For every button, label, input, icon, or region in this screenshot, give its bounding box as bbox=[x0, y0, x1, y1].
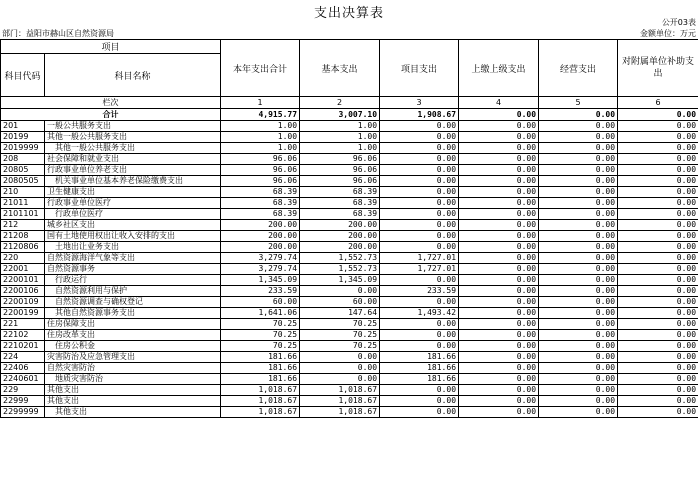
subject-name-cell: 城乡社区支出 bbox=[45, 220, 221, 231]
table-body bbox=[1, 97, 698, 418]
table-row bbox=[1, 363, 698, 374]
amount-cell: 181.66 bbox=[380, 374, 459, 385]
amount-cell: 0.00 bbox=[539, 165, 618, 176]
subject-code-cell: 229 bbox=[1, 385, 45, 396]
header-col-2: 基本支出 bbox=[300, 40, 380, 97]
total-value: 1,908.67 bbox=[380, 109, 459, 121]
amount-cell: 1,345.09 bbox=[300, 275, 380, 286]
amount-cell: 0.00 bbox=[300, 352, 380, 363]
table-row bbox=[1, 242, 698, 253]
amount-cell: 0.00 bbox=[459, 407, 539, 418]
amount-cell: 70.25 bbox=[221, 319, 300, 330]
subject-code-cell: 21011 bbox=[1, 198, 45, 209]
subject-code-cell: 2200101 bbox=[1, 275, 45, 286]
amount-cell: 0.00 bbox=[380, 275, 459, 286]
amount-cell: 0.00 bbox=[380, 330, 459, 341]
subject-name-cell: 其他支出 bbox=[45, 407, 221, 418]
amount-cell: 0.00 bbox=[539, 297, 618, 308]
subject-code-cell: 221 bbox=[1, 319, 45, 330]
amount-cell: 0.00 bbox=[618, 121, 698, 132]
total-value: 0.00 bbox=[459, 109, 539, 121]
amount-cell: 0.00 bbox=[618, 352, 698, 363]
header-col-3: 项目支出 bbox=[380, 40, 459, 97]
total-value: 0.00 bbox=[539, 109, 618, 121]
table-row bbox=[1, 374, 698, 385]
amount-cell: 0.00 bbox=[618, 319, 698, 330]
table-row bbox=[1, 396, 698, 407]
amount-cell: 1,018.67 bbox=[221, 396, 300, 407]
table-row bbox=[1, 165, 698, 176]
lanci-number: 1 bbox=[221, 97, 300, 109]
total-row bbox=[1, 109, 698, 121]
total-value: 4,915.77 bbox=[221, 109, 300, 121]
header-col-4: 上缴上级支出 bbox=[459, 40, 539, 97]
amount-cell: 0.00 bbox=[380, 319, 459, 330]
subject-name-cell: 自然资源利用与保护 bbox=[45, 286, 221, 297]
amount-cell: 0.00 bbox=[459, 319, 539, 330]
subject-code-cell: 2120806 bbox=[1, 242, 45, 253]
amount-cell: 1.00 bbox=[300, 121, 380, 132]
amount-cell: 0.00 bbox=[539, 308, 618, 319]
subject-code-cell: 20805 bbox=[1, 165, 45, 176]
amount-cell: 96.06 bbox=[221, 176, 300, 187]
amount-cell: 70.25 bbox=[221, 341, 300, 352]
subject-name-cell: 住房改革支出 bbox=[45, 330, 221, 341]
subject-name-cell: 行政事业单位医疗 bbox=[45, 198, 221, 209]
amount-cell: 0.00 bbox=[618, 374, 698, 385]
amount-cell: 0.00 bbox=[459, 385, 539, 396]
amount-cell: 96.06 bbox=[221, 154, 300, 165]
amount-cell: 0.00 bbox=[459, 187, 539, 198]
total-value: 3,007.10 bbox=[300, 109, 380, 121]
table-row bbox=[1, 253, 698, 264]
table-row bbox=[1, 154, 698, 165]
amount-cell: 0.00 bbox=[618, 308, 698, 319]
amount-cell: 0.00 bbox=[459, 275, 539, 286]
amount-cell: 0.00 bbox=[618, 363, 698, 374]
table-row bbox=[1, 187, 698, 198]
amount-cell: 1.00 bbox=[300, 143, 380, 154]
table-row bbox=[1, 132, 698, 143]
amount-cell: 0.00 bbox=[618, 220, 698, 231]
header-project: 项目 bbox=[1, 40, 221, 54]
subject-name-cell: 一般公共服务支出 bbox=[45, 121, 221, 132]
amount-cell: 1,018.67 bbox=[221, 407, 300, 418]
subject-name-cell: 住房公积金 bbox=[45, 341, 221, 352]
amount-cell: 1,727.01 bbox=[380, 264, 459, 275]
amount-cell: 0.00 bbox=[380, 242, 459, 253]
subject-name-cell: 自然灾害防治 bbox=[45, 363, 221, 374]
amount-cell: 0.00 bbox=[459, 308, 539, 319]
report-title: 支出决算表 bbox=[313, 6, 384, 21]
amount-cell: 0.00 bbox=[459, 209, 539, 220]
table-row bbox=[1, 220, 698, 231]
subject-name-cell: 其他一般公共服务支出 bbox=[45, 132, 221, 143]
amount-cell: 0.00 bbox=[539, 154, 618, 165]
table-row bbox=[1, 297, 698, 308]
amount-cell: 0.00 bbox=[459, 121, 539, 132]
expenditure-table bbox=[0, 39, 698, 418]
amount-cell: 96.06 bbox=[300, 165, 380, 176]
amount-cell: 0.00 bbox=[539, 374, 618, 385]
subject-code-cell: 2101101 bbox=[1, 209, 45, 220]
table-row bbox=[1, 330, 698, 341]
table-row bbox=[1, 308, 698, 319]
amount-cell: 0.00 bbox=[459, 286, 539, 297]
amount-cell: 0.00 bbox=[380, 341, 459, 352]
amount-cell: 0.00 bbox=[459, 374, 539, 385]
lanci-number: 3 bbox=[380, 97, 459, 109]
amount-cell: 1,018.67 bbox=[300, 385, 380, 396]
amount-cell: 0.00 bbox=[618, 286, 698, 297]
header-col-1: 本年支出合计 bbox=[221, 40, 300, 97]
amount-cell: 0.00 bbox=[459, 330, 539, 341]
amount-cell: 68.39 bbox=[221, 209, 300, 220]
amount-cell: 181.66 bbox=[380, 352, 459, 363]
amount-cell: 0.00 bbox=[539, 385, 618, 396]
amount-cell: 1.00 bbox=[300, 132, 380, 143]
amount-cell: 0.00 bbox=[459, 198, 539, 209]
amount-cell: 0.00 bbox=[539, 286, 618, 297]
amount-cell: 0.00 bbox=[539, 396, 618, 407]
amount-cell: 0.00 bbox=[459, 220, 539, 231]
amount-cell: 0.00 bbox=[300, 363, 380, 374]
subject-name-cell: 其他支出 bbox=[45, 396, 221, 407]
amount-cell: 181.66 bbox=[221, 374, 300, 385]
amount-cell: 0.00 bbox=[459, 396, 539, 407]
amount-cell: 68.39 bbox=[300, 198, 380, 209]
amount-cell: 0.00 bbox=[618, 187, 698, 198]
amount-cell: 0.00 bbox=[618, 385, 698, 396]
table-row bbox=[1, 319, 698, 330]
department-label: 部门：益阳市赫山区自然资源局 bbox=[2, 29, 114, 38]
amount-cell: 1,493.42 bbox=[380, 308, 459, 319]
table-row bbox=[1, 209, 698, 220]
amount-cell: 0.00 bbox=[539, 143, 618, 154]
amount-cell: 0.00 bbox=[539, 198, 618, 209]
amount-cell: 0.00 bbox=[300, 286, 380, 297]
amount-cell: 3,279.74 bbox=[221, 264, 300, 275]
amount-cell: 0.00 bbox=[459, 253, 539, 264]
table-row bbox=[1, 286, 698, 297]
amount-cell: 0.00 bbox=[380, 132, 459, 143]
table-row bbox=[1, 275, 698, 286]
subject-name-cell: 灾害防治及应急管理支出 bbox=[45, 352, 221, 363]
table-row bbox=[1, 231, 698, 242]
amount-cell: 0.00 bbox=[380, 121, 459, 132]
amount-cell: 1,641.06 bbox=[221, 308, 300, 319]
amount-cell: 1,345.09 bbox=[221, 275, 300, 286]
total-value: 0.00 bbox=[618, 109, 698, 121]
subject-code-cell: 22001 bbox=[1, 264, 45, 275]
subject-code-cell: 2019999 bbox=[1, 143, 45, 154]
subject-code-cell: 2200199 bbox=[1, 308, 45, 319]
amount-cell: 0.00 bbox=[380, 143, 459, 154]
amount-cell: 233.59 bbox=[221, 286, 300, 297]
subject-name-cell: 其他自然资源事务支出 bbox=[45, 308, 221, 319]
subject-code-cell: 212 bbox=[1, 220, 45, 231]
table-row bbox=[1, 264, 698, 275]
amount-cell: 147.64 bbox=[300, 308, 380, 319]
subject-name-cell: 其他支出 bbox=[45, 385, 221, 396]
amount-cell: 0.00 bbox=[380, 407, 459, 418]
amount-cell: 0.00 bbox=[618, 154, 698, 165]
amount-cell: 1,552.73 bbox=[300, 264, 380, 275]
amount-cell: 68.39 bbox=[221, 198, 300, 209]
table-row bbox=[1, 341, 698, 352]
amount-cell: 1,018.67 bbox=[221, 385, 300, 396]
amount-cell: 70.25 bbox=[300, 319, 380, 330]
amount-cell: 0.00 bbox=[539, 319, 618, 330]
amount-cell: 181.66 bbox=[221, 363, 300, 374]
header-subject-code: 科目代码 bbox=[1, 54, 45, 97]
amount-cell: 3,279.74 bbox=[221, 253, 300, 264]
amount-cell: 0.00 bbox=[380, 176, 459, 187]
header-col-5: 经营支出 bbox=[539, 40, 618, 97]
amount-cell: 0.00 bbox=[459, 297, 539, 308]
amount-cell: 68.39 bbox=[300, 187, 380, 198]
subject-code-cell: 220 bbox=[1, 253, 45, 264]
amount-cell: 0.00 bbox=[539, 242, 618, 253]
amount-cell: 0.00 bbox=[618, 143, 698, 154]
amount-cell: 1,018.67 bbox=[300, 396, 380, 407]
amount-cell: 200.00 bbox=[300, 220, 380, 231]
header-col-6: 对附属单位补助支出 bbox=[618, 40, 698, 97]
subject-code-cell: 20199 bbox=[1, 132, 45, 143]
amount-cell: 0.00 bbox=[618, 176, 698, 187]
subject-code-cell: 210 bbox=[1, 187, 45, 198]
subject-name-cell: 行政事业单位养老支出 bbox=[45, 165, 221, 176]
amount-cell: 181.66 bbox=[380, 363, 459, 374]
amount-cell: 0.00 bbox=[618, 264, 698, 275]
subject-name-cell: 自然资源调查与确权登记 bbox=[45, 297, 221, 308]
subject-name-cell: 卫生健康支出 bbox=[45, 187, 221, 198]
amount-cell: 0.00 bbox=[618, 198, 698, 209]
amount-cell: 181.66 bbox=[221, 352, 300, 363]
subject-code-cell: 2299999 bbox=[1, 407, 45, 418]
amount-cell: 0.00 bbox=[618, 341, 698, 352]
amount-unit-label: 金额单位：万元 bbox=[640, 29, 696, 38]
amount-cell: 0.00 bbox=[380, 154, 459, 165]
amount-cell: 233.59 bbox=[380, 286, 459, 297]
amount-cell: 0.00 bbox=[380, 165, 459, 176]
amount-cell: 0.00 bbox=[618, 396, 698, 407]
lanci-number: 5 bbox=[539, 97, 618, 109]
table-row bbox=[1, 121, 698, 132]
amount-cell: 0.00 bbox=[539, 341, 618, 352]
amount-cell: 0.00 bbox=[380, 385, 459, 396]
form-number: 公开03表 bbox=[661, 18, 696, 27]
subject-name-cell: 国有土地使用权出让收入安排的支出 bbox=[45, 231, 221, 242]
amount-cell: 200.00 bbox=[221, 231, 300, 242]
amount-cell: 68.39 bbox=[221, 187, 300, 198]
subject-code-cell: 22102 bbox=[1, 330, 45, 341]
subject-code-cell: 2240601 bbox=[1, 374, 45, 385]
amount-cell: 0.00 bbox=[539, 253, 618, 264]
amount-cell: 0.00 bbox=[380, 187, 459, 198]
subject-name-cell: 机关事业单位基本养老保险缴费支出 bbox=[45, 176, 221, 187]
amount-cell: 0.00 bbox=[539, 132, 618, 143]
subject-code-cell: 21208 bbox=[1, 231, 45, 242]
table-row bbox=[1, 407, 698, 418]
subject-code-cell: 208 bbox=[1, 154, 45, 165]
amount-cell: 0.00 bbox=[459, 264, 539, 275]
amount-cell: 0.00 bbox=[618, 231, 698, 242]
amount-cell: 0.00 bbox=[618, 165, 698, 176]
amount-cell: 0.00 bbox=[539, 121, 618, 132]
amount-cell: 1,018.67 bbox=[300, 407, 380, 418]
subject-code-cell: 22406 bbox=[1, 363, 45, 374]
table-row bbox=[1, 176, 698, 187]
amount-cell: 0.00 bbox=[459, 165, 539, 176]
amount-cell: 0.00 bbox=[539, 275, 618, 286]
lanci-label: 栏次 bbox=[1, 97, 221, 109]
amount-cell: 96.06 bbox=[221, 165, 300, 176]
amount-cell: 0.00 bbox=[300, 374, 380, 385]
amount-cell: 0.00 bbox=[459, 341, 539, 352]
amount-cell: 0.00 bbox=[539, 352, 618, 363]
lanci-number: 2 bbox=[300, 97, 380, 109]
amount-cell: 0.00 bbox=[618, 297, 698, 308]
subject-name-cell: 其他一般公共服务支出 bbox=[45, 143, 221, 154]
subject-name-cell: 社会保障和就业支出 bbox=[45, 154, 221, 165]
amount-cell: 0.00 bbox=[380, 297, 459, 308]
amount-cell: 0.00 bbox=[539, 176, 618, 187]
amount-cell: 0.00 bbox=[380, 220, 459, 231]
amount-cell: 0.00 bbox=[618, 209, 698, 220]
subject-code-cell: 22999 bbox=[1, 396, 45, 407]
amount-cell: 0.00 bbox=[539, 330, 618, 341]
amount-cell: 60.00 bbox=[221, 297, 300, 308]
lanci-number: 4 bbox=[459, 97, 539, 109]
amount-cell: 0.00 bbox=[459, 242, 539, 253]
amount-cell: 0.00 bbox=[380, 209, 459, 220]
amount-cell: 0.00 bbox=[539, 187, 618, 198]
amount-cell: 96.06 bbox=[300, 176, 380, 187]
amount-cell: 96.06 bbox=[300, 154, 380, 165]
amount-cell: 1.00 bbox=[221, 143, 300, 154]
amount-cell: 0.00 bbox=[618, 132, 698, 143]
subject-code-cell: 2210201 bbox=[1, 341, 45, 352]
amount-cell: 200.00 bbox=[221, 220, 300, 231]
subject-name-cell: 地质灾害防治 bbox=[45, 374, 221, 385]
amount-cell: 0.00 bbox=[539, 231, 618, 242]
amount-cell: 1.00 bbox=[221, 132, 300, 143]
subject-code-cell: 2200106 bbox=[1, 286, 45, 297]
amount-cell: 70.25 bbox=[300, 341, 380, 352]
amount-cell: 0.00 bbox=[459, 231, 539, 242]
lanci-row bbox=[1, 97, 698, 109]
subject-name-cell: 行政单位医疗 bbox=[45, 209, 221, 220]
amount-cell: 0.00 bbox=[539, 220, 618, 231]
amount-cell: 0.00 bbox=[459, 143, 539, 154]
amount-cell: 200.00 bbox=[300, 242, 380, 253]
amount-cell: 60.00 bbox=[300, 297, 380, 308]
amount-cell: 0.00 bbox=[459, 363, 539, 374]
subject-name-cell: 住房保障支出 bbox=[45, 319, 221, 330]
amount-cell: 0.00 bbox=[618, 407, 698, 418]
lanci-number: 6 bbox=[618, 97, 698, 109]
amount-cell: 0.00 bbox=[539, 407, 618, 418]
amount-cell: 0.00 bbox=[618, 330, 698, 341]
header-subject-name: 科目名称 bbox=[45, 54, 221, 97]
amount-cell: 0.00 bbox=[539, 363, 618, 374]
amount-cell: 68.39 bbox=[300, 209, 380, 220]
total-label: 合计 bbox=[1, 109, 221, 121]
amount-cell: 0.00 bbox=[539, 264, 618, 275]
amount-cell: 70.25 bbox=[221, 330, 300, 341]
amount-cell: 0.00 bbox=[459, 352, 539, 363]
amount-cell: 0.00 bbox=[380, 231, 459, 242]
table-row bbox=[1, 143, 698, 154]
amount-cell: 1,727.01 bbox=[380, 253, 459, 264]
subject-code-cell: 201 bbox=[1, 121, 45, 132]
table-row bbox=[1, 352, 698, 363]
amount-cell: 0.00 bbox=[618, 275, 698, 286]
subject-name-cell: 自然资源事务 bbox=[45, 264, 221, 275]
subject-code-cell: 2080505 bbox=[1, 176, 45, 187]
amount-cell: 200.00 bbox=[300, 231, 380, 242]
amount-cell: 1.00 bbox=[221, 121, 300, 132]
subject-name-cell: 自然资源海洋气象等支出 bbox=[45, 253, 221, 264]
amount-cell: 1,552.73 bbox=[300, 253, 380, 264]
amount-cell: 0.00 bbox=[459, 132, 539, 143]
amount-cell: 0.00 bbox=[539, 209, 618, 220]
subject-code-cell: 2200109 bbox=[1, 297, 45, 308]
amount-cell: 0.00 bbox=[459, 176, 539, 187]
amount-cell: 70.25 bbox=[300, 330, 380, 341]
amount-cell: 200.00 bbox=[221, 242, 300, 253]
amount-cell: 0.00 bbox=[380, 198, 459, 209]
subject-name-cell: 行政运行 bbox=[45, 275, 221, 286]
amount-cell: 0.00 bbox=[380, 396, 459, 407]
table-row bbox=[1, 385, 698, 396]
amount-cell: 0.00 bbox=[618, 242, 698, 253]
amount-cell: 0.00 bbox=[459, 154, 539, 165]
table-row bbox=[1, 198, 698, 209]
subject-name-cell: 土地出让业务支出 bbox=[45, 242, 221, 253]
amount-cell: 0.00 bbox=[618, 253, 698, 264]
subject-code-cell: 224 bbox=[1, 352, 45, 363]
